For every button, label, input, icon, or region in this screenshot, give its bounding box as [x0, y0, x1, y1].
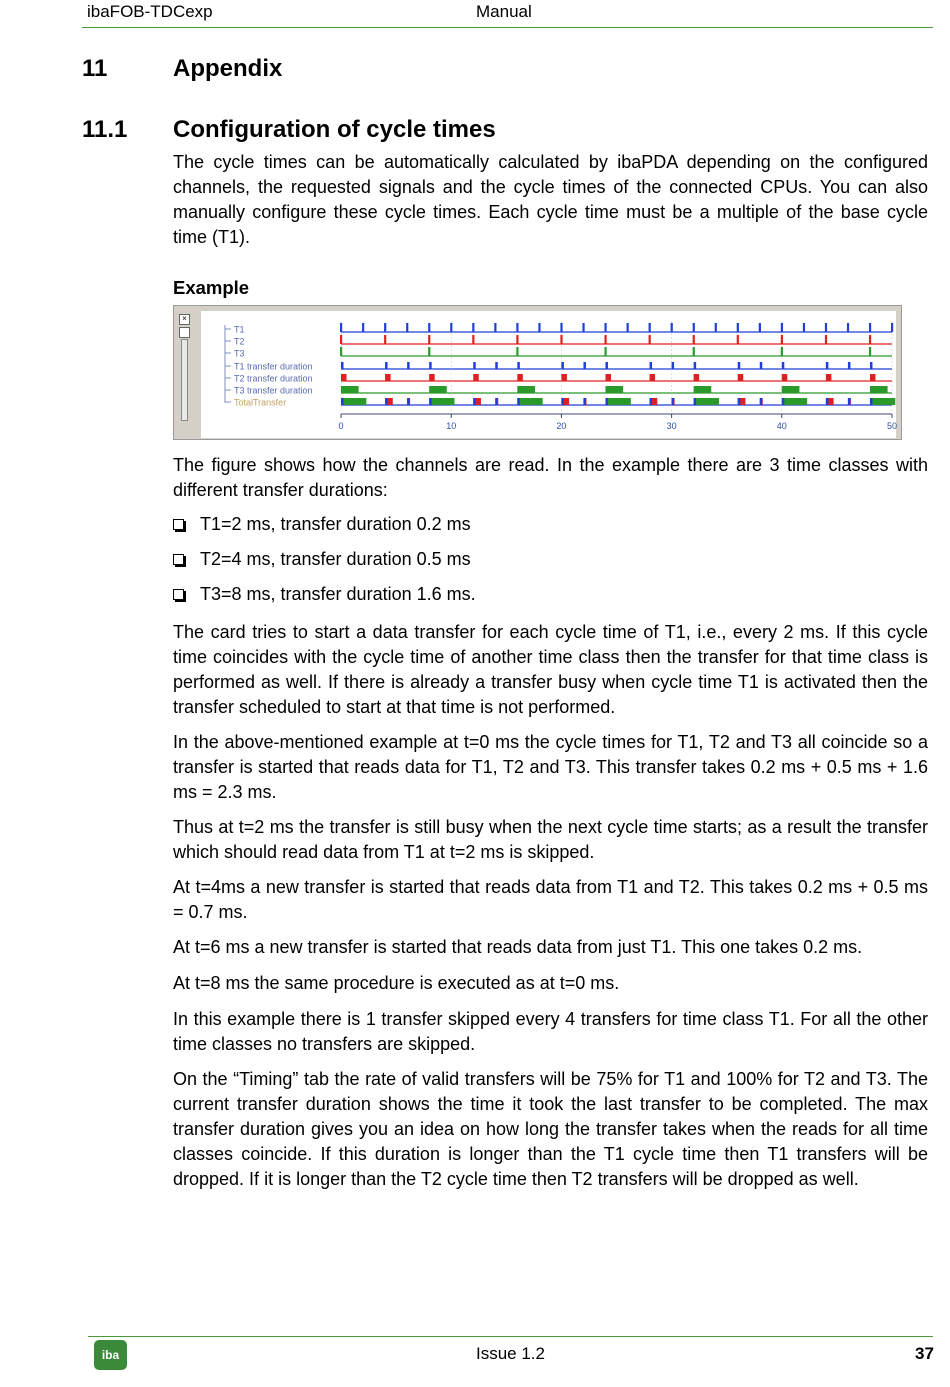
intro-paragraph: The cycle times can be automatically calculated by ibaPDA depending on the configured channels, the requested signals and the cycle times of the connected CPUs. You can also manually configure these cycle times. Each cycle time must be a multiple of the base cycle time (T1).	[173, 152, 928, 247]
cycle-pulse	[450, 323, 452, 332]
cycle-pulse	[516, 335, 518, 344]
transfer-block-t3	[870, 386, 888, 393]
legend-entry: T1	[234, 324, 245, 335]
total-transfer-marker	[561, 398, 564, 405]
legend-entry: T3 transfer duration	[234, 385, 313, 396]
transfer-block-t3	[341, 386, 359, 393]
cycle-pulse	[516, 323, 518, 332]
total-transfer-marker	[672, 398, 675, 405]
transfer-block-t1	[694, 362, 697, 369]
paragraph-t4: At t=4ms a new transfer is started that reads data from T1 and T2. This takes 0.2 ms + 0.5 ms = 0.7 ms.	[173, 877, 928, 922]
legend-entry: T2	[234, 336, 245, 347]
transfer-block-t1	[650, 362, 653, 369]
cycle-pulse	[869, 335, 871, 344]
section-title: Appendix	[173, 55, 283, 82]
legend-entry: T3	[234, 348, 245, 359]
cycle-pulse	[781, 335, 783, 344]
cycle-pulse	[560, 335, 562, 344]
cycle-pulse	[516, 347, 518, 356]
cycle-pulse	[693, 323, 695, 332]
total-transfer-marker	[517, 398, 520, 405]
transfer-block-t2	[473, 374, 479, 381]
footer-issue: Issue 1.2	[476, 1344, 545, 1363]
total-transfer-block	[782, 398, 807, 405]
cycle-pulse	[649, 323, 651, 332]
cycle-pulse	[737, 323, 739, 332]
transfer-block-t1	[495, 362, 498, 369]
cycle-pulse	[428, 335, 430, 344]
x-tick-label: 20	[556, 421, 567, 431]
transfer-block-t1	[672, 362, 675, 369]
subsection-title: Configuration of cycle times	[173, 116, 496, 143]
transfer-block-t3	[605, 386, 623, 393]
cycle-pulse	[803, 323, 805, 332]
cycle-pulse	[627, 323, 629, 332]
transfer-block-t1	[407, 362, 410, 369]
transfer-block-t1	[870, 362, 873, 369]
transfer-block-t3	[517, 386, 535, 393]
header-product-name: ibaFOB-TDCexp	[87, 2, 213, 21]
header-divider	[82, 27, 933, 28]
checkbox-bullet-icon	[173, 554, 184, 565]
timing-chart	[201, 311, 896, 438]
cycle-pulse	[869, 323, 871, 332]
cycle-pulse	[362, 323, 364, 332]
legend-entry: T1 transfer duration	[234, 361, 313, 372]
total-transfer-marker	[473, 398, 476, 405]
cycle-pulse	[406, 323, 408, 332]
transfer-block-t1	[738, 362, 741, 369]
section-number: 11	[82, 55, 108, 82]
cycle-pulse	[825, 323, 827, 332]
transfer-block-t1	[605, 362, 608, 369]
cycle-pulse	[825, 335, 827, 344]
total-transfer-block	[870, 398, 895, 405]
transfer-block-t3	[429, 386, 447, 393]
paragraph-t8: At t=8 ms the same procedure is executed as at t=0 ms.	[173, 973, 620, 993]
paragraph-t6: At t=6 ms a new transfer is started that reads data from just T1. This one takes 0.2 ms.	[173, 937, 863, 957]
total-transfer-block	[341, 398, 366, 405]
transfer-block-t1	[341, 362, 344, 369]
cycle-pulse	[891, 323, 893, 332]
paragraph-t2: Thus at t=2 ms the transfer is still busy when the next cycle time starts; as a result the transfer which should read data from T1 at t=2 ms is skipped.	[173, 817, 928, 862]
cycle-pulse	[582, 323, 584, 332]
transfer-block-t2	[694, 374, 700, 381]
cycle-pulse	[671, 323, 673, 332]
cycle-pulse	[560, 323, 562, 332]
total-transfer-marker	[650, 398, 653, 405]
cycle-pulse	[340, 335, 342, 344]
transfer-block-t2	[561, 374, 567, 381]
cycle-pulse	[759, 323, 761, 332]
paragraph-skipped: In this example there is 1 transfer skipped every 4 transfers for time class T1. For all the other time classes no transfers are skipped.	[173, 1009, 928, 1054]
transfer-block-t2	[429, 374, 435, 381]
cycle-pulse	[604, 347, 606, 356]
transfer-block-t1	[561, 362, 564, 369]
cycle-pulse	[781, 323, 783, 332]
total-transfer-marker	[429, 398, 432, 405]
checkbox-bullet-icon	[173, 519, 184, 530]
x-tick-label: 10	[446, 421, 457, 431]
cycle-pulse	[737, 335, 739, 344]
transfer-block-t1	[583, 362, 586, 369]
page-number: 37	[915, 1344, 934, 1363]
bullet-item: T1=2 ms, transfer duration 0.2 ms	[173, 514, 471, 535]
cycle-pulse	[340, 347, 342, 356]
transfer-block-t3	[694, 386, 712, 393]
total-transfer-block	[517, 398, 542, 405]
total-transfer-marker	[760, 398, 763, 405]
footer-divider	[88, 1336, 933, 1337]
cycle-pulse	[693, 347, 695, 356]
example-heading: Example	[173, 277, 250, 298]
subsection-number: 11.1	[82, 116, 128, 143]
vertical-scrollbar[interactable]	[181, 339, 188, 421]
total-transfer-marker	[782, 398, 785, 405]
total-transfer-marker	[694, 398, 697, 405]
total-transfer-marker	[385, 398, 388, 405]
expand-icon[interactable]	[179, 327, 190, 338]
paragraph-transfer-logic: The card tries to start a data transfer for each cycle time of T1, i.e., every 2 ms. If this cycle time coincides with the cycle time of another time class then the transfer for that time class is performed as well. If there is already a transfer busy when cycle time T1 is activated then the transfer scheduled to start at that time is not performed.	[173, 622, 928, 717]
transfer-block-t1	[429, 362, 432, 369]
checkbox-bullet-icon	[173, 589, 184, 600]
cycle-pulse	[715, 323, 717, 332]
total-transfer-marker	[605, 398, 608, 405]
cycle-pulse	[428, 323, 430, 332]
total-transfer-marker	[407, 398, 410, 405]
transfer-block-t2	[385, 374, 391, 381]
x-tick-label: 40	[776, 421, 787, 431]
transfer-block-t1	[848, 362, 851, 369]
transfer-block-t1	[385, 362, 388, 369]
cycle-pulse	[384, 335, 386, 344]
transfer-block-t2	[605, 374, 611, 381]
bullet-item: T2=4 ms, transfer duration 0.5 ms	[173, 549, 471, 570]
transfer-block-t2	[870, 374, 876, 381]
transfer-block-t3	[782, 386, 800, 393]
transfer-block-t2	[650, 374, 656, 381]
legend-entry: TotalTransfer	[234, 397, 287, 408]
total-transfer-marker	[341, 398, 344, 405]
transfer-block-t1	[517, 362, 520, 369]
transfer-block-t1	[782, 362, 785, 369]
x-tick-label: 30	[666, 421, 677, 431]
transfer-block-t2	[826, 374, 832, 381]
transfer-block-t2	[341, 374, 347, 381]
cycle-pulse	[693, 335, 695, 344]
total-transfer-block	[694, 398, 719, 405]
transfer-block-t1	[473, 362, 476, 369]
paragraph-timing-tab: On the “Timing” tab the rate of valid transfers will be 75% for T1 and 100% for T2 and T3. The current transfer duration shows the time it took the last transfer to be completed. The max transfer duration gives you an idea on how long the transfer takes when the reads for all time classes coincide. If this duration is longer than the T1 cycle time then T1 transfers will be dropped. If it is longer than the T2 cycle time then T2 transfers will be dropped as well.	[173, 1069, 928, 1189]
cycle-pulse	[649, 335, 651, 344]
total-transfer-marker	[583, 398, 586, 405]
total-transfer-marker	[826, 398, 829, 405]
cycle-pulse	[869, 347, 871, 356]
bullet-item: T3=8 ms, transfer duration 1.6 ms.	[173, 584, 476, 605]
x-tick-label: 50	[886, 421, 898, 431]
x-tick-label: 0	[338, 421, 344, 431]
cycle-pulse	[384, 323, 386, 332]
cycle-pulse	[472, 335, 474, 344]
total-transfer-marker	[495, 398, 498, 405]
paragraph-t0: In the above-mentioned example at t=0 ms the cycle times for T1, T2 and T3 all coincide so a transfer is started that reads data for T1, T2 and T3. This transfer takes 0.2 ms + 0.5 ms + 1.6 ms = 2.3 ms.	[173, 732, 928, 802]
cycle-pulse	[428, 347, 430, 356]
cycle-pulse	[781, 347, 783, 356]
transfer-block-t1	[760, 362, 763, 369]
total-transfer-marker	[738, 398, 741, 405]
total-transfer-marker	[848, 398, 851, 405]
figure-description: The figure shows how the channels are read. In the example there are 3 time classes with different transfer durations:	[173, 455, 928, 500]
cycle-pulse	[604, 335, 606, 344]
legend-entry: T2 transfer duration	[234, 373, 313, 384]
cycle-pulse	[604, 323, 606, 332]
cycle-pulse	[472, 323, 474, 332]
cycle-pulse	[847, 323, 849, 332]
timing-figure	[173, 305, 902, 440]
total-transfer-marker	[870, 398, 873, 405]
header-doc-type: Manual	[476, 2, 532, 21]
close-icon[interactable]: ×	[179, 314, 190, 325]
total-transfer-block	[429, 398, 454, 405]
cycle-pulse	[538, 323, 540, 332]
total-transfer-block	[605, 398, 630, 405]
transfer-block-t2	[738, 374, 744, 381]
iba-logo: iba	[94, 1340, 127, 1370]
transfer-block-t1	[826, 362, 829, 369]
transfer-block-t2	[517, 374, 523, 381]
cycle-pulse	[494, 323, 496, 332]
cycle-pulse	[340, 323, 342, 332]
transfer-block-t2	[782, 374, 788, 381]
